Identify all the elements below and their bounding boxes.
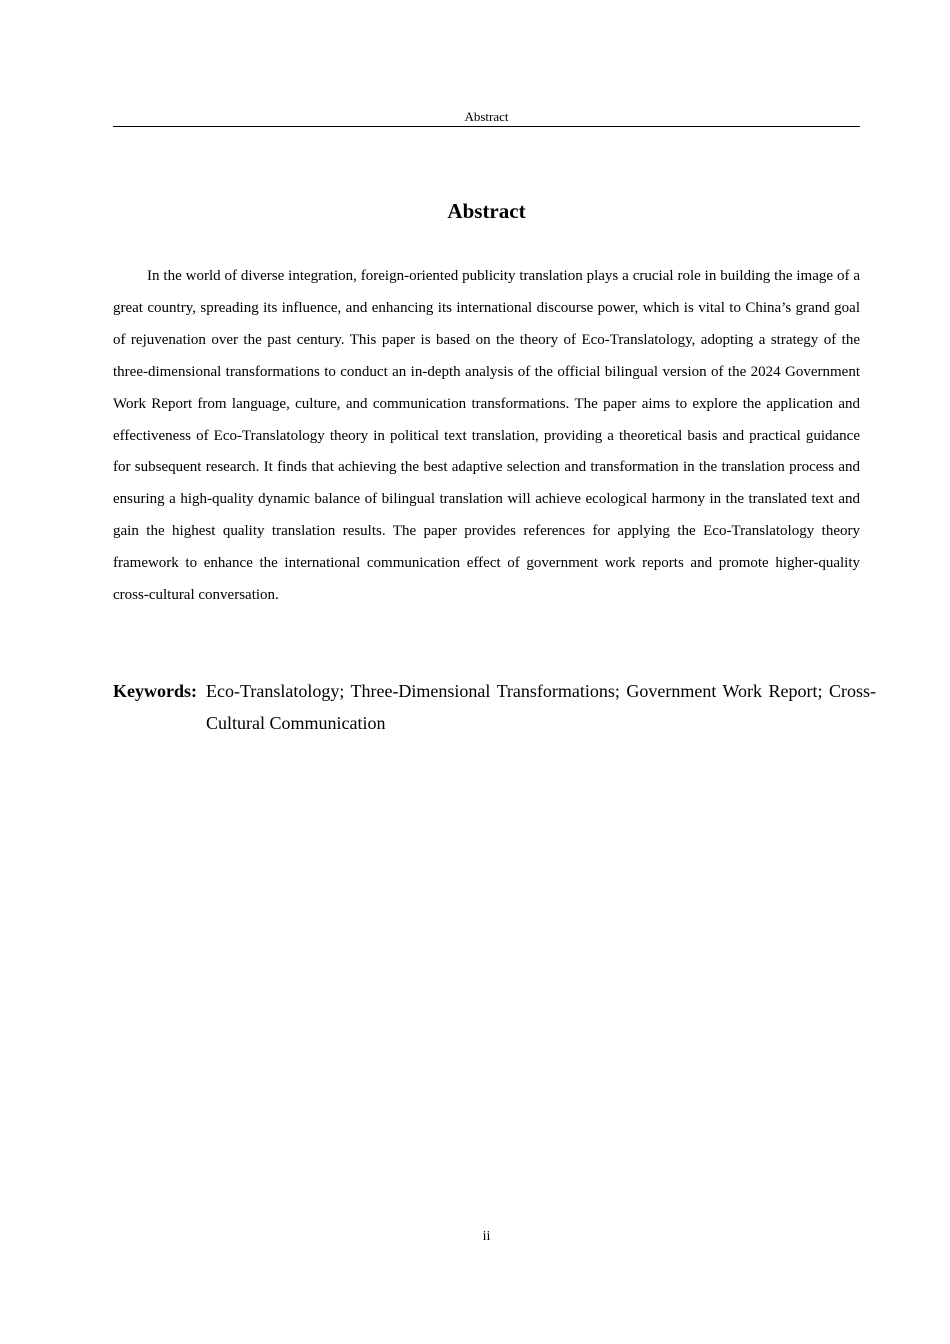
keywords-list: Eco-Translatology; Three-Dimensional Transformations; Government Work Report; Cross-Cultural Communication <box>206 681 876 733</box>
page-number: ii <box>482 1229 491 1244</box>
keywords-block <box>113 675 876 739</box>
running-header: Abstract <box>464 109 509 124</box>
page-title: Abstract <box>447 199 526 223</box>
abstract-paragraph: In the world of diverse integration, foreign-oriented publicity translation plays a crucial role in building the image of a great country, spreading its influence, and enhancing its international discourse power, which is vital to China’s grand goal of rejuvenation over the past century. This paper is based on the theory of Eco-Translatology, adopting a strategy of the three-dimensional transformations to conduct an in-depth analysis of the official bilingual version of the 2024 Government Work Report from language, culture, and communication transformations. The paper aims to explore the application and effectiveness of Eco-Translatology theory in political text translation, providing a theoretical basis and practical guidance for subsequent research. It finds that achieving the best adaptive selection and transformation in the translation process and ensuring a high-quality dynamic balance of bilingual translation will achieve ecological harmony in the translated text and gain the highest quality translation results. The paper provides references for applying the Eco-Translatology theory framework to enhance the international communication effect of government work reports and promote higher-quality cross-cultural conversation. <box>113 268 860 604</box>
header-rule <box>113 126 860 127</box>
abstract-body <box>113 261 860 612</box>
keywords-label: Keywords: <box>113 681 197 701</box>
